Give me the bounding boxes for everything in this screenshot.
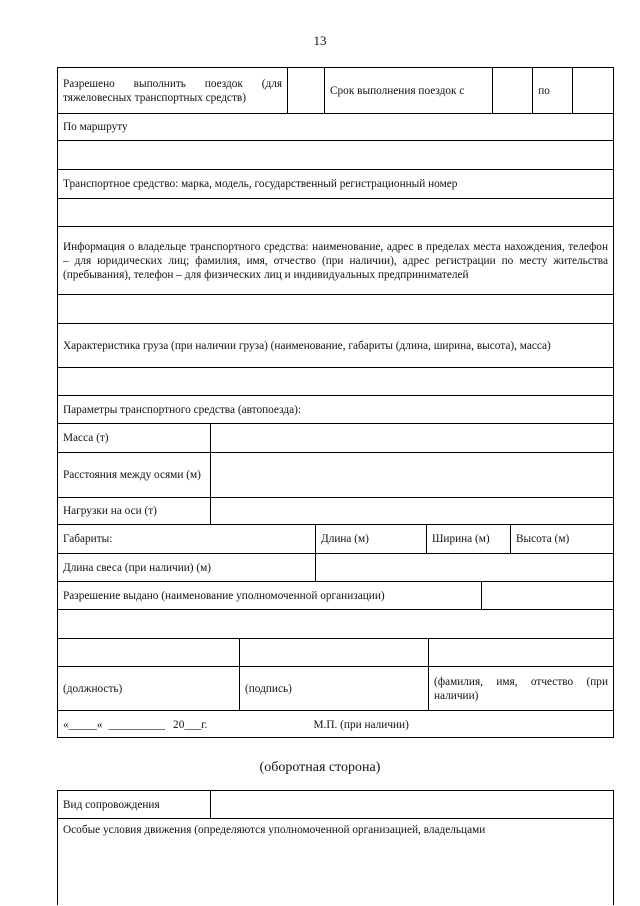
length-label: Длина (м) [316,525,427,553]
height-label: Высота (м) [516,533,570,545]
mass-field[interactable] [211,424,613,452]
issued-by-field[interactable] [482,582,613,609]
signature-field[interactable] [240,639,429,666]
issued-by-label: Разрешение выдано (наименование уполномоченной организации) [58,582,482,609]
overhang-label: Длина свеса (при наличии) (м) [58,554,316,581]
escort-type-label: Вид сопровождения [58,791,211,818]
full-name-field[interactable] [429,639,613,666]
allowed-trips-label: Разрешено выполнить поездок (для тяжеловесных транспортных средств) [58,68,288,113]
row-dimensions [58,525,613,554]
axle-distance-field[interactable] [211,453,613,497]
position-caption: (должность) [58,667,240,710]
row-issued-by [58,582,613,610]
reverse-side-form [57,790,614,905]
row-issued-by-field [58,610,613,639]
permit-form [57,67,614,738]
row-date-stamp [58,711,613,738]
row-cargo [58,324,613,368]
row-allowed-trips [58,68,613,114]
escort-type-field[interactable] [211,791,613,818]
row-cargo-field [58,368,613,396]
row-signatures [58,639,613,667]
row-route-field [58,141,613,170]
row-overhang [58,554,613,582]
trips-period-from-label: Срок выполнения поездок с [325,68,493,113]
page-number: 13 [313,33,327,48]
row-signature-captions [58,667,613,711]
width-label: Ширина (м) [427,525,511,553]
route-label: По маршруту [63,121,128,133]
signature-caption: (подпись) [240,667,429,710]
issued-by-name-field[interactable] [58,610,613,638]
vehicle-field[interactable] [58,199,613,226]
axle-distance-label: Расстояния между осями (м) [58,453,211,497]
trips-period-to-field[interactable] [573,68,613,113]
row-owner-field [58,295,613,324]
allowed-trips-field[interactable] [288,68,325,113]
row-vehicle-field [58,199,613,227]
trips-period-to-label: по [533,68,573,113]
row-axle-distance [58,453,613,498]
full-name-caption: (фамилия, имя, отчество (при наличии) [434,675,608,702]
row-special-conditions [58,819,613,906]
date-quote-open: « [63,718,69,731]
mass-label: Масса (т) [58,424,211,452]
owner-info-label: Информация о владельце транспортного средства: наименование, адрес в пределах места нахождения, телефон – для юридических лиц; фамилия, имя, отчество (при наличии), адрес регистрации по месту жительства (пребывания), телефон – для физических лиц и индивидуальных предпринимателей [63,240,608,281]
trips-period-from-field[interactable] [493,68,533,113]
row-escort-type [58,791,613,819]
row-vehicle [58,170,613,199]
reverse-side-title: (оборотная сторона) [259,760,381,775]
row-mass [58,424,613,453]
axle-load-label: Нагрузки на оси (т) [58,498,211,524]
row-route [58,114,613,141]
position-field[interactable] [58,639,240,666]
row-vehicle-params [58,396,613,424]
dimensions-label: Габариты: [58,525,316,553]
date-quote-close: « [96,718,103,731]
vehicle-params-label: Параметры транспортного средства (автопоезда): [63,403,302,416]
overhang-field[interactable] [316,554,613,581]
axle-load-field[interactable] [211,498,613,524]
row-axle-load [58,498,613,525]
stamp-label: М.П. (при наличии) [313,718,409,731]
date-month-blank[interactable]: __________ [108,718,166,731]
special-conditions-label: Особые условия движения (определяются уполномоченной организацией, владельцами [63,824,486,836]
owner-info-field[interactable] [58,295,613,323]
date-day-blank[interactable]: _____ [68,718,97,731]
cargo-field[interactable] [58,368,613,395]
row-owner-info [58,227,613,295]
cargo-label: Характеристика груза (при наличии груза) (наименование, габариты (длина, ширина, высота), масса) [63,339,551,352]
vehicle-label: Транспортное средство: марка, модель, государственный регистрационный номер [63,178,458,190]
date-stamp-cell [58,711,613,738]
route-field[interactable] [58,141,613,169]
date-year: 20___г. [173,718,208,731]
